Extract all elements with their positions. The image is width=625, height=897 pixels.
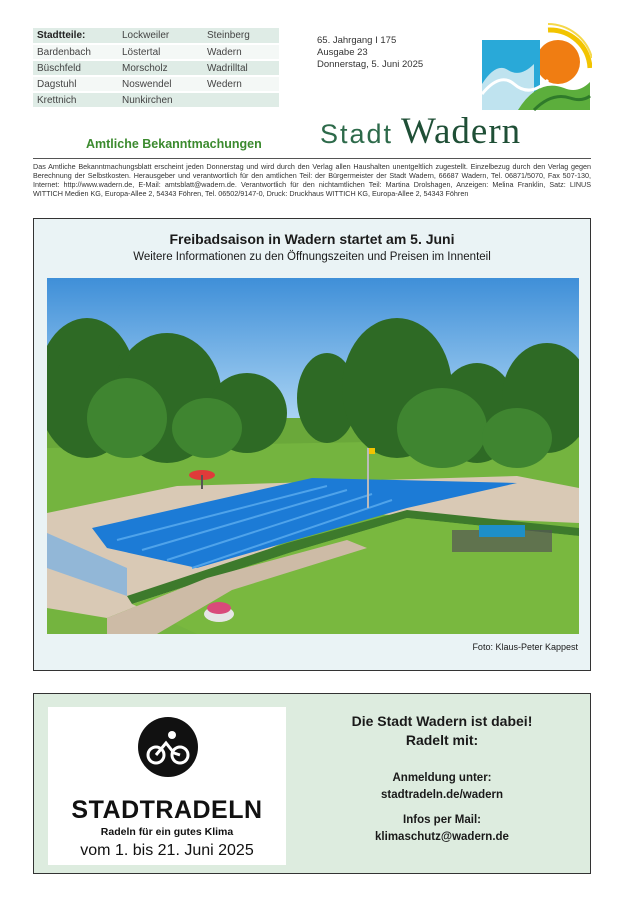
impressum: Das Amtliche Bekanntmachungsblatt erscheint jeden Donnerstag und wird durch den Verlag allen Haushalten unentgeltlich zugestellt. Einzelbezug durch den Verlag gegen Berechnung der Selbstkosten. Herausgeber und verantwortlich für den amtlichen Teil: der Bürgermeister der Stadt Wadern, 66687 Wadern, Tel. 06871/5070, Fax 507-130, Internet: http://www.wadern.de, E-Mail: amtsblatt@wadern.de. Verantwortlich für den nichtamtlichen Teil: Martina Drolshagen, Anzeigen: Melina Franklin, Satz: LINUS WITTICH Medien KG, Europa-Allee 2, 54343 Föhren, Tel. 06502/9147-0, Druck: Druckhaus WITTICH KG, Europa-Allee 2, 54343 Föhren xyxy=(33,162,591,198)
stadtradeln-info xyxy=(304,712,580,846)
photo-credit: Foto: Klaus-Peter Kappest xyxy=(472,642,578,652)
section-heading: Amtliche Bekanntmachungen xyxy=(86,137,262,151)
issue-number: Ausgabe 23 xyxy=(317,47,368,58)
district-name: Wadern xyxy=(203,44,279,60)
feature-title: Freibadsaison in Wadern startet am 5. Juni xyxy=(169,231,455,247)
district-name: Lockweiler xyxy=(118,28,203,44)
stadtradeln-wordmark: STADTRADELN xyxy=(71,796,263,824)
signup-url: stadtradeln.de/wadern xyxy=(380,789,504,801)
city-logo xyxy=(478,22,592,112)
feature-subtitle: Weitere Informationen zu den Öffnungszeiten und Preisen im Innenteil xyxy=(133,251,491,263)
stadtradeln-box xyxy=(33,693,591,874)
signup-label: Anmeldung unter: xyxy=(392,772,492,784)
cyclist-icon xyxy=(136,715,200,784)
district-name: Wadrilltal xyxy=(203,60,279,76)
district-name: Dagstuhl xyxy=(33,76,118,92)
district-name: Löstertal xyxy=(118,44,203,60)
radeln-headline-2: Radelt mit: xyxy=(405,732,479,748)
districts-row xyxy=(33,92,279,108)
pool-photo xyxy=(47,278,579,634)
district-name: Bardenbach xyxy=(33,44,118,60)
districts-label: Stadtteile: xyxy=(33,28,118,44)
issue-info xyxy=(317,35,423,71)
issue-date: Donnerstag, 5. Juni 2025 xyxy=(317,59,424,70)
districts-row xyxy=(33,44,279,60)
district-name: Krettnich xyxy=(33,92,118,108)
district-name: Noswendel xyxy=(118,76,203,92)
mail-label: Infos per Mail: xyxy=(403,814,481,826)
district-name: Nunkirchen xyxy=(118,92,203,108)
district-name: Morscholz xyxy=(118,60,203,76)
districts-table xyxy=(33,28,279,109)
district-name: Büschfeld xyxy=(33,60,118,76)
district-name: Wedern xyxy=(203,76,279,92)
stadtradeln-card xyxy=(48,707,286,865)
city-name xyxy=(320,110,521,153)
districts-row xyxy=(33,28,279,44)
city-name-prefix: Stadt xyxy=(320,119,394,149)
city-name-main: Wadern xyxy=(401,111,522,152)
districts-row xyxy=(33,76,279,92)
radeln-headline-1: Die Stadt Wadern ist dabei! xyxy=(351,713,533,729)
header-rule xyxy=(33,158,591,159)
stadtradeln-dates: vom 1. bis 21. Juni 2025 xyxy=(80,842,254,859)
district-name: Steinberg xyxy=(203,28,279,44)
district-name xyxy=(203,92,279,108)
issue-volume: 65. Jahrgang I 175 xyxy=(317,35,397,46)
districts-row xyxy=(33,60,279,76)
mail-address: klimaschutz@wadern.de xyxy=(375,831,509,843)
stadtradeln-slogan: Radeln für ein gutes Klima xyxy=(100,826,234,838)
feature-box xyxy=(33,218,591,671)
